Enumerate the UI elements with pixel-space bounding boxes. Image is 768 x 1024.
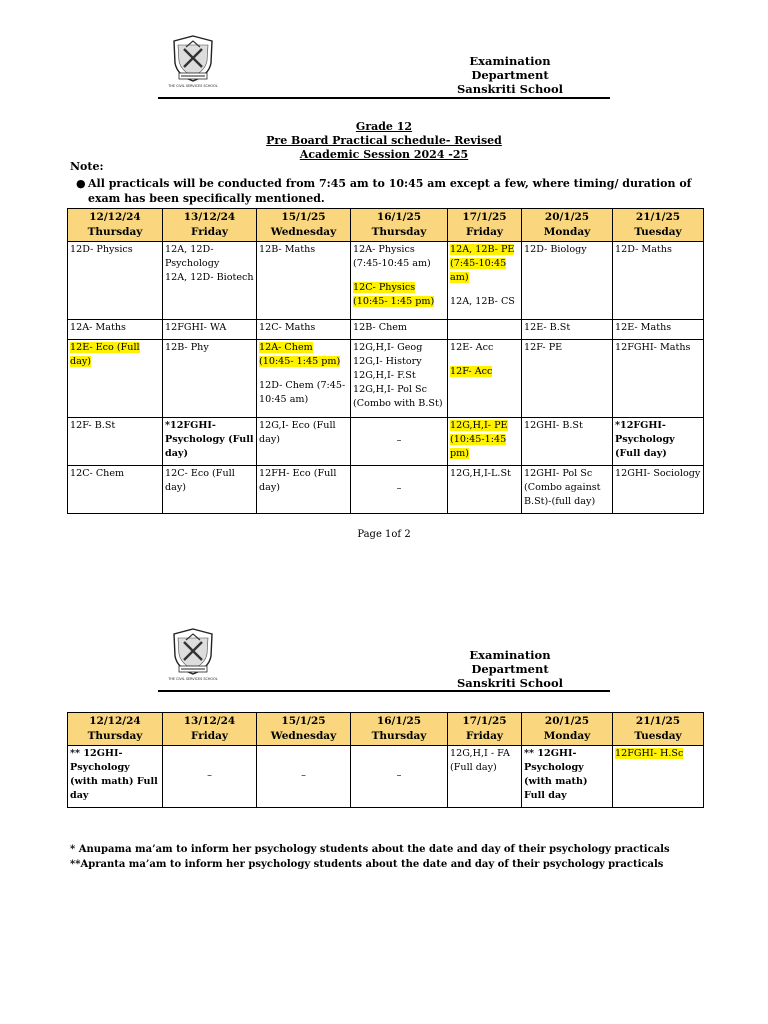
table-cell: 12A- Chem (10:45- 1:45 pm) 12D- Chem (7:45-10:45 am) [257, 340, 351, 418]
table-cell: 12FH- Eco (Full day) [257, 466, 351, 514]
table-cell: – [163, 746, 257, 808]
header-divider [158, 97, 610, 99]
department-heading [430, 54, 590, 96]
school-name: Sanskriti School [456, 676, 564, 690]
schedule-table-2 [67, 712, 704, 808]
session-title: Academic Session 2024 -25 [299, 148, 469, 161]
footnotes [70, 842, 670, 872]
table-cell: 12GHI- Pol Sc (Combo against B.St)-(full day) [522, 466, 613, 514]
department-name: Examination Department [469, 648, 551, 676]
table-cell: 12D- Biology [522, 242, 613, 320]
column-header: 12/12/24 Thursday [68, 209, 163, 242]
table-cell: 12B- Phy [163, 340, 257, 418]
table-cell: 12B- Chem [351, 320, 448, 340]
table-header-row [68, 713, 704, 746]
column-header: 21/1/25 Tuesday [613, 209, 704, 242]
table-cell: 12GHI- B.St [522, 418, 613, 466]
column-header: 13/12/24 Friday [163, 713, 257, 746]
table-cell: 12G,H,I- Geog 12G,I- History 12G,H,I- F.St 12G,H,I- Pol Sc (Combo with B.St) [351, 340, 448, 418]
page-number: Page 1of 2 [357, 529, 411, 540]
column-header: 13/12/24 Friday [163, 209, 257, 242]
table-row [68, 320, 704, 340]
table-cell: 12B- Maths [257, 242, 351, 320]
column-header: 17/1/25 Friday [448, 209, 522, 242]
highlighted-entry: 12G,H,I- PE (10:45-1:45 pm) [450, 420, 508, 459]
table-cell: 12F- B.St [68, 418, 163, 466]
highlighted-entry: 12E- Eco (Full day) [70, 342, 140, 367]
table-cell [68, 340, 163, 418]
logo-caption: THE CIVIL SERVICES SCHOOL [168, 677, 218, 681]
column-header: 17/1/25 Friday [448, 713, 522, 746]
bullet-dot-icon: ● [76, 177, 86, 190]
column-header: 20/1/25 Monday [522, 209, 613, 242]
table-cell: ** 12GHI- Psychology (with math) Full day [522, 746, 613, 808]
footnote-1: * Anupama ma’am to inform her psychology students about the date and day of their psychology practicals [70, 844, 670, 855]
table-cell [448, 320, 522, 340]
table-cell: 12E- Maths [613, 320, 704, 340]
school-name: Sanskriti School [456, 82, 564, 96]
table-cell: ** 12GHI- Psychology (with math) Full day [68, 746, 163, 808]
table-cell: 12A- Maths [68, 320, 163, 340]
table-cell: 12C- Chem [68, 466, 163, 514]
header-divider [158, 690, 610, 692]
table-cell: – [257, 746, 351, 808]
school-crest-logo [162, 33, 224, 89]
table-cell: *12FGHI- Psychology (Full day) [163, 418, 257, 466]
table-cell: 12D- Physics [68, 242, 163, 320]
table-cell: – [351, 418, 448, 466]
schedule-table-1 [67, 208, 704, 514]
table-row [68, 466, 704, 514]
column-header: 21/1/25 Tuesday [613, 713, 704, 746]
table-cell: 12F- PE [522, 340, 613, 418]
table-cell [448, 418, 522, 466]
table-cell: 12E- Acc 12F- Acc [448, 340, 522, 418]
table-cell [613, 746, 704, 808]
table-header-row [68, 209, 704, 242]
note-label: Note: [70, 160, 104, 173]
highlighted-entry: 12F- Acc [450, 366, 493, 377]
column-header: 15/1/25 Wednesday [257, 713, 351, 746]
column-header: 15/1/25 Wednesday [257, 209, 351, 242]
table-cell: 12A- Physics (7:45-10:45 am) 12C- Physics (10:45- 1:45 pm) [351, 242, 448, 320]
table-cell: 12G,H,I - FA (Full day) [448, 746, 522, 808]
column-header: 12/12/24 Thursday [68, 713, 163, 746]
table-cell: – [351, 746, 448, 808]
note-bullet [76, 176, 708, 206]
highlighted-entry: 12A, 12B- PE (7:45-10:45 am) [450, 244, 515, 283]
footnote-2: **Apranta ma’am to inform her psychology students about the date and day of their psychology practicals [70, 859, 664, 870]
table-cell: 12C- Eco (Full day) [163, 466, 257, 514]
table-cell: 12C- Maths [257, 320, 351, 340]
column-header: 16/1/25 Thursday [351, 713, 448, 746]
highlighted-entry: 12A- Chem (10:45- 1:45 pm) [259, 342, 341, 367]
column-header: 16/1/25 Thursday [351, 209, 448, 242]
table-cell: *12FGHI- Psychology (Full day) [613, 418, 704, 466]
table-cell: 12A, 12D- Psychology 12A, 12D- Biotech [163, 242, 257, 320]
table-cell: 12G,H,I-L.St [448, 466, 522, 514]
highlighted-entry: 12FGHI- H.Sc [615, 748, 684, 759]
department-heading [430, 648, 590, 690]
schedule-titles [0, 120, 768, 162]
table-row [68, 340, 704, 418]
table-cell: 12D- Maths [613, 242, 704, 320]
grade-title: Grade 12 [355, 120, 413, 133]
table-cell: 12A, 12B- PE (7:45-10:45 am) 12A, 12B- CS [448, 242, 522, 320]
table-row [68, 418, 704, 466]
table-cell: 12GHI- Sociology [613, 466, 704, 514]
department-name: Examination Department [469, 54, 551, 82]
column-header: 20/1/25 Monday [522, 713, 613, 746]
highlighted-entry: 12C- Physics (10:45- 1:45 pm) [353, 282, 435, 307]
table-cell: 12FGHI- Maths [613, 340, 704, 418]
school-crest-logo [162, 626, 224, 682]
note-text: All practicals will be conducted from 7:45 am to 10:45 am except a few, where timing/ duration of exam has been specifically mentioned. [88, 177, 692, 205]
table-cell: 12FGHI- WA [163, 320, 257, 340]
table-cell: – [351, 466, 448, 514]
table-row [68, 746, 704, 808]
table-row [68, 242, 704, 320]
table-cell: 12E- B.St [522, 320, 613, 340]
logo-caption: THE CIVIL SERVICES SCHOOL [168, 84, 218, 88]
table-cell: 12G,I- Eco (Full day) [257, 418, 351, 466]
schedule-title: Pre Board Practical schedule- Revised [266, 134, 502, 147]
